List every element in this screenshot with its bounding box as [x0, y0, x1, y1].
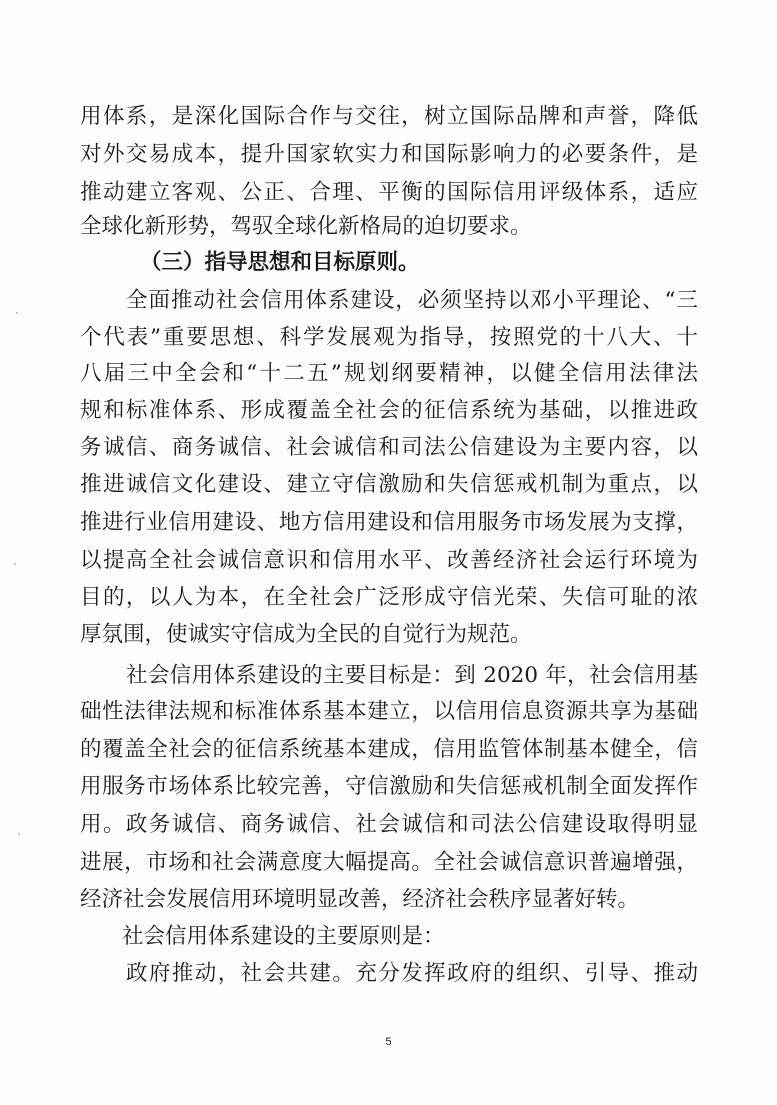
scan-speck [14, 563, 16, 565]
paragraph-line: 全球化新形势，驾驭全球化新格局的迫切要求。 [80, 214, 532, 239]
paragraph-line: 推进行业信用建设、地方信用建设和信用服务市场发展为支撑， [80, 510, 698, 535]
paragraph-line: 用。政务诚信、商务诚信、社会诚信和司法公信建设取得明显 [80, 812, 698, 837]
paragraph-line: 经济社会发展信用环境明显改善，经济社会秩序显著好转。 [80, 887, 640, 912]
paragraph-line: 对外交易成本，提升国家软实力和国际影响力的必要条件，是 [80, 142, 698, 167]
paragraph-line: 政府推动，社会共建。充分发挥政府的组织、引导、推动 [126, 961, 698, 986]
paragraph-line: 进展，市场和社会满意度大幅提高。全社会诚信意识普遍增强， [80, 850, 698, 875]
paragraph-line: 社会信用体系建设的主要目标是：到 2020 年，社会信用基 [126, 663, 698, 688]
paragraph-line: 规和标准体系、形成覆盖全社会的征信系统为基础，以推进政 [80, 398, 698, 423]
paragraph-line: 用服务市场体系比较完善，守信激励和失信惩戒机制全面发挥作 [80, 774, 698, 799]
paragraph-line: 八届三中全会和“十二五”规划纲要精神，以健全信用法律法 [80, 361, 698, 386]
scan-speck [18, 833, 20, 835]
paragraph-line: 务诚信、商务诚信、社会诚信和司法公信建设为主要内容，以 [80, 435, 698, 460]
paragraph-line: 推进诚信文化建设、建立守信激励和失信惩戒机制为重点，以 [80, 472, 698, 497]
page-number: 5 [385, 1036, 392, 1048]
paragraph-line: 用体系，是深化国际合作与交往，树立国际品牌和声誉，降低 [80, 104, 698, 129]
scan-speck [16, 312, 18, 314]
paragraph-line: 厚氛围，使诚实守信成为全民的自觉行为规范。 [80, 622, 532, 647]
paragraph-line: 全面推动社会信用体系建设，必须坚持以邓小平理论、“三 [126, 288, 698, 313]
paragraph-line: 的覆盖全社会的征信系统基本建成，信用监管体制基本健全，信 [80, 737, 698, 762]
section-heading: （三）指导思想和目标原则。 [140, 250, 420, 275]
paragraph-line: 社会信用体系建设的主要原则是： [122, 924, 445, 949]
paragraph-line: 目的，以人为本，在全社会广泛形成守信光荣、失信可耻的浓 [80, 585, 698, 610]
paragraph-line: 个代表”重要思想、科学发展观为指导，按照党的十八大、十 [80, 325, 698, 350]
paragraph-line: 推动建立客观、公正、合理、平衡的国际信用评级体系，适应 [80, 180, 698, 205]
paragraph-line: 以提高全社会诚信意识和信用水平、改善经济社会运行环境为 [80, 548, 698, 573]
paragraph-line: 础性法律法规和标准体系基本建立，以信用信息资源共享为基础 [80, 699, 698, 724]
